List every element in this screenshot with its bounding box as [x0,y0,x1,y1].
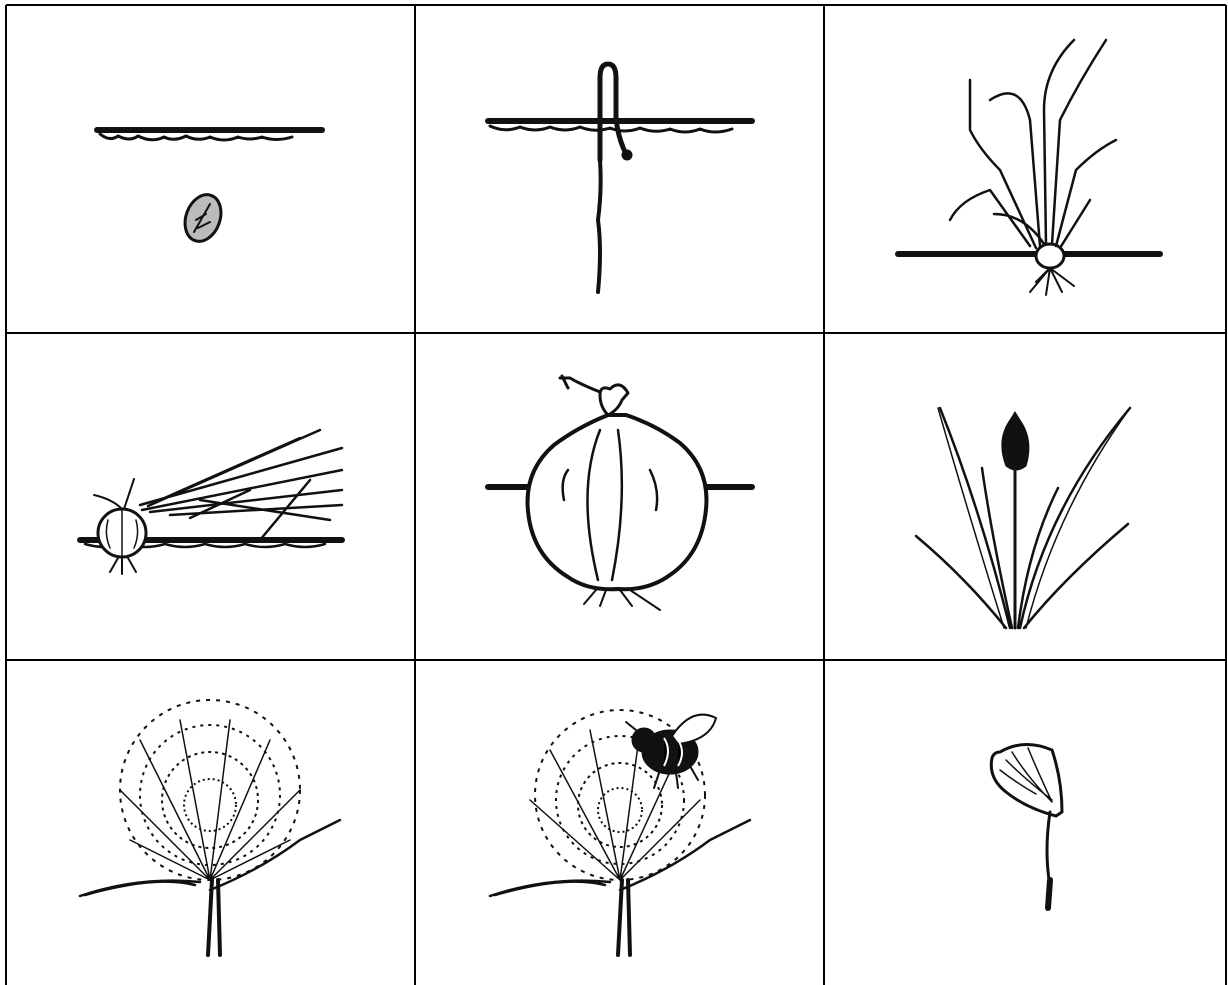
seed-capsule-icon [991,744,1062,908]
flower-head-umbel-icon [80,700,340,955]
mature-onion-bulb-icon [488,376,752,610]
seed-below-soil-icon [97,130,322,246]
flower-stalk-bud-icon [916,408,1130,628]
bee-pollinating-flower-icon [490,710,750,955]
bee-icon [626,715,716,788]
young-onion-seedling-icon [898,40,1160,295]
sprout-hook-emerging-icon [488,64,752,292]
bulb-with-fallen-leaves-icon [80,430,342,574]
